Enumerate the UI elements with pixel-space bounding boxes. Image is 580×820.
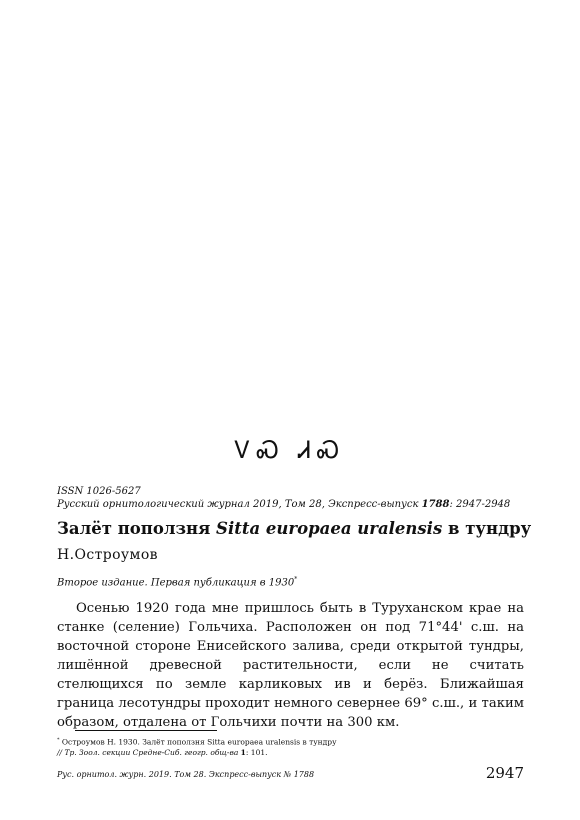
edition-note: [57, 573, 297, 589]
footnote-2-source: // Тр. Зоол. секции Средне-Сиб. геогр. общ-ва: [57, 747, 241, 757]
title-end: в тундру: [442, 519, 532, 538]
footnote-1: [57, 735, 337, 748]
title-start: Залёт поползня: [57, 519, 217, 538]
edition-note-text: Второе издание. Первая публикация в 1930: [57, 577, 295, 589]
footnote-divider: [75, 730, 217, 731]
page-number: 2947: [485, 764, 524, 782]
issue-number: 1788: [421, 499, 450, 510]
page-range: : 2947-2948: [449, 499, 511, 510]
footnote-1-marker: *: [57, 737, 60, 743]
journal-header: [57, 485, 510, 511]
journal-citation: [57, 498, 510, 511]
article-title: [57, 519, 532, 539]
footnote-1-text: Остроумов Н. 1930. Залёт поползня Sitta europaea uralensis в тундру: [59, 737, 337, 747]
running-footer: Рус. орнитол. журн. 2019. Том 28. Экспресс-выпуск № 1788: [57, 770, 315, 779]
journal-citation-text: Русский орнитологический журнал 2019, Том 28, Экспресс-выпуск: [57, 499, 422, 510]
title-species: Sitta europaea uralensis: [216, 519, 443, 538]
issn-line: ISSN 1026-5627: [57, 486, 141, 497]
ornament-divider: ᏙᏍ ᏗᏍ: [234, 436, 346, 464]
footnote-2-pages: : 101.: [245, 747, 268, 757]
footnote-2-volume: 1: [240, 747, 246, 757]
author-name: Н.Остроумов: [57, 547, 158, 563]
edition-footnote-marker: *: [294, 576, 298, 583]
footnote-2: [57, 748, 337, 758]
article-body: Осенью 1920 года мне пришлось быть в Туруханском крае на станке (селение) Гольчиха. Расположен он под 71°44' с.ш. на восточной стороне Енисейского залива, среди открытой тундры, лишённой древесной растительности, если не считать стелющихся по земле карликовых ив и берёз. Ближайшая граница лесотундры проходит немного севернее 69° с.ш., и таким образом, отдалена от Гольчихи почти на 300 км.: [57, 601, 524, 730]
footnotes: [57, 735, 337, 758]
